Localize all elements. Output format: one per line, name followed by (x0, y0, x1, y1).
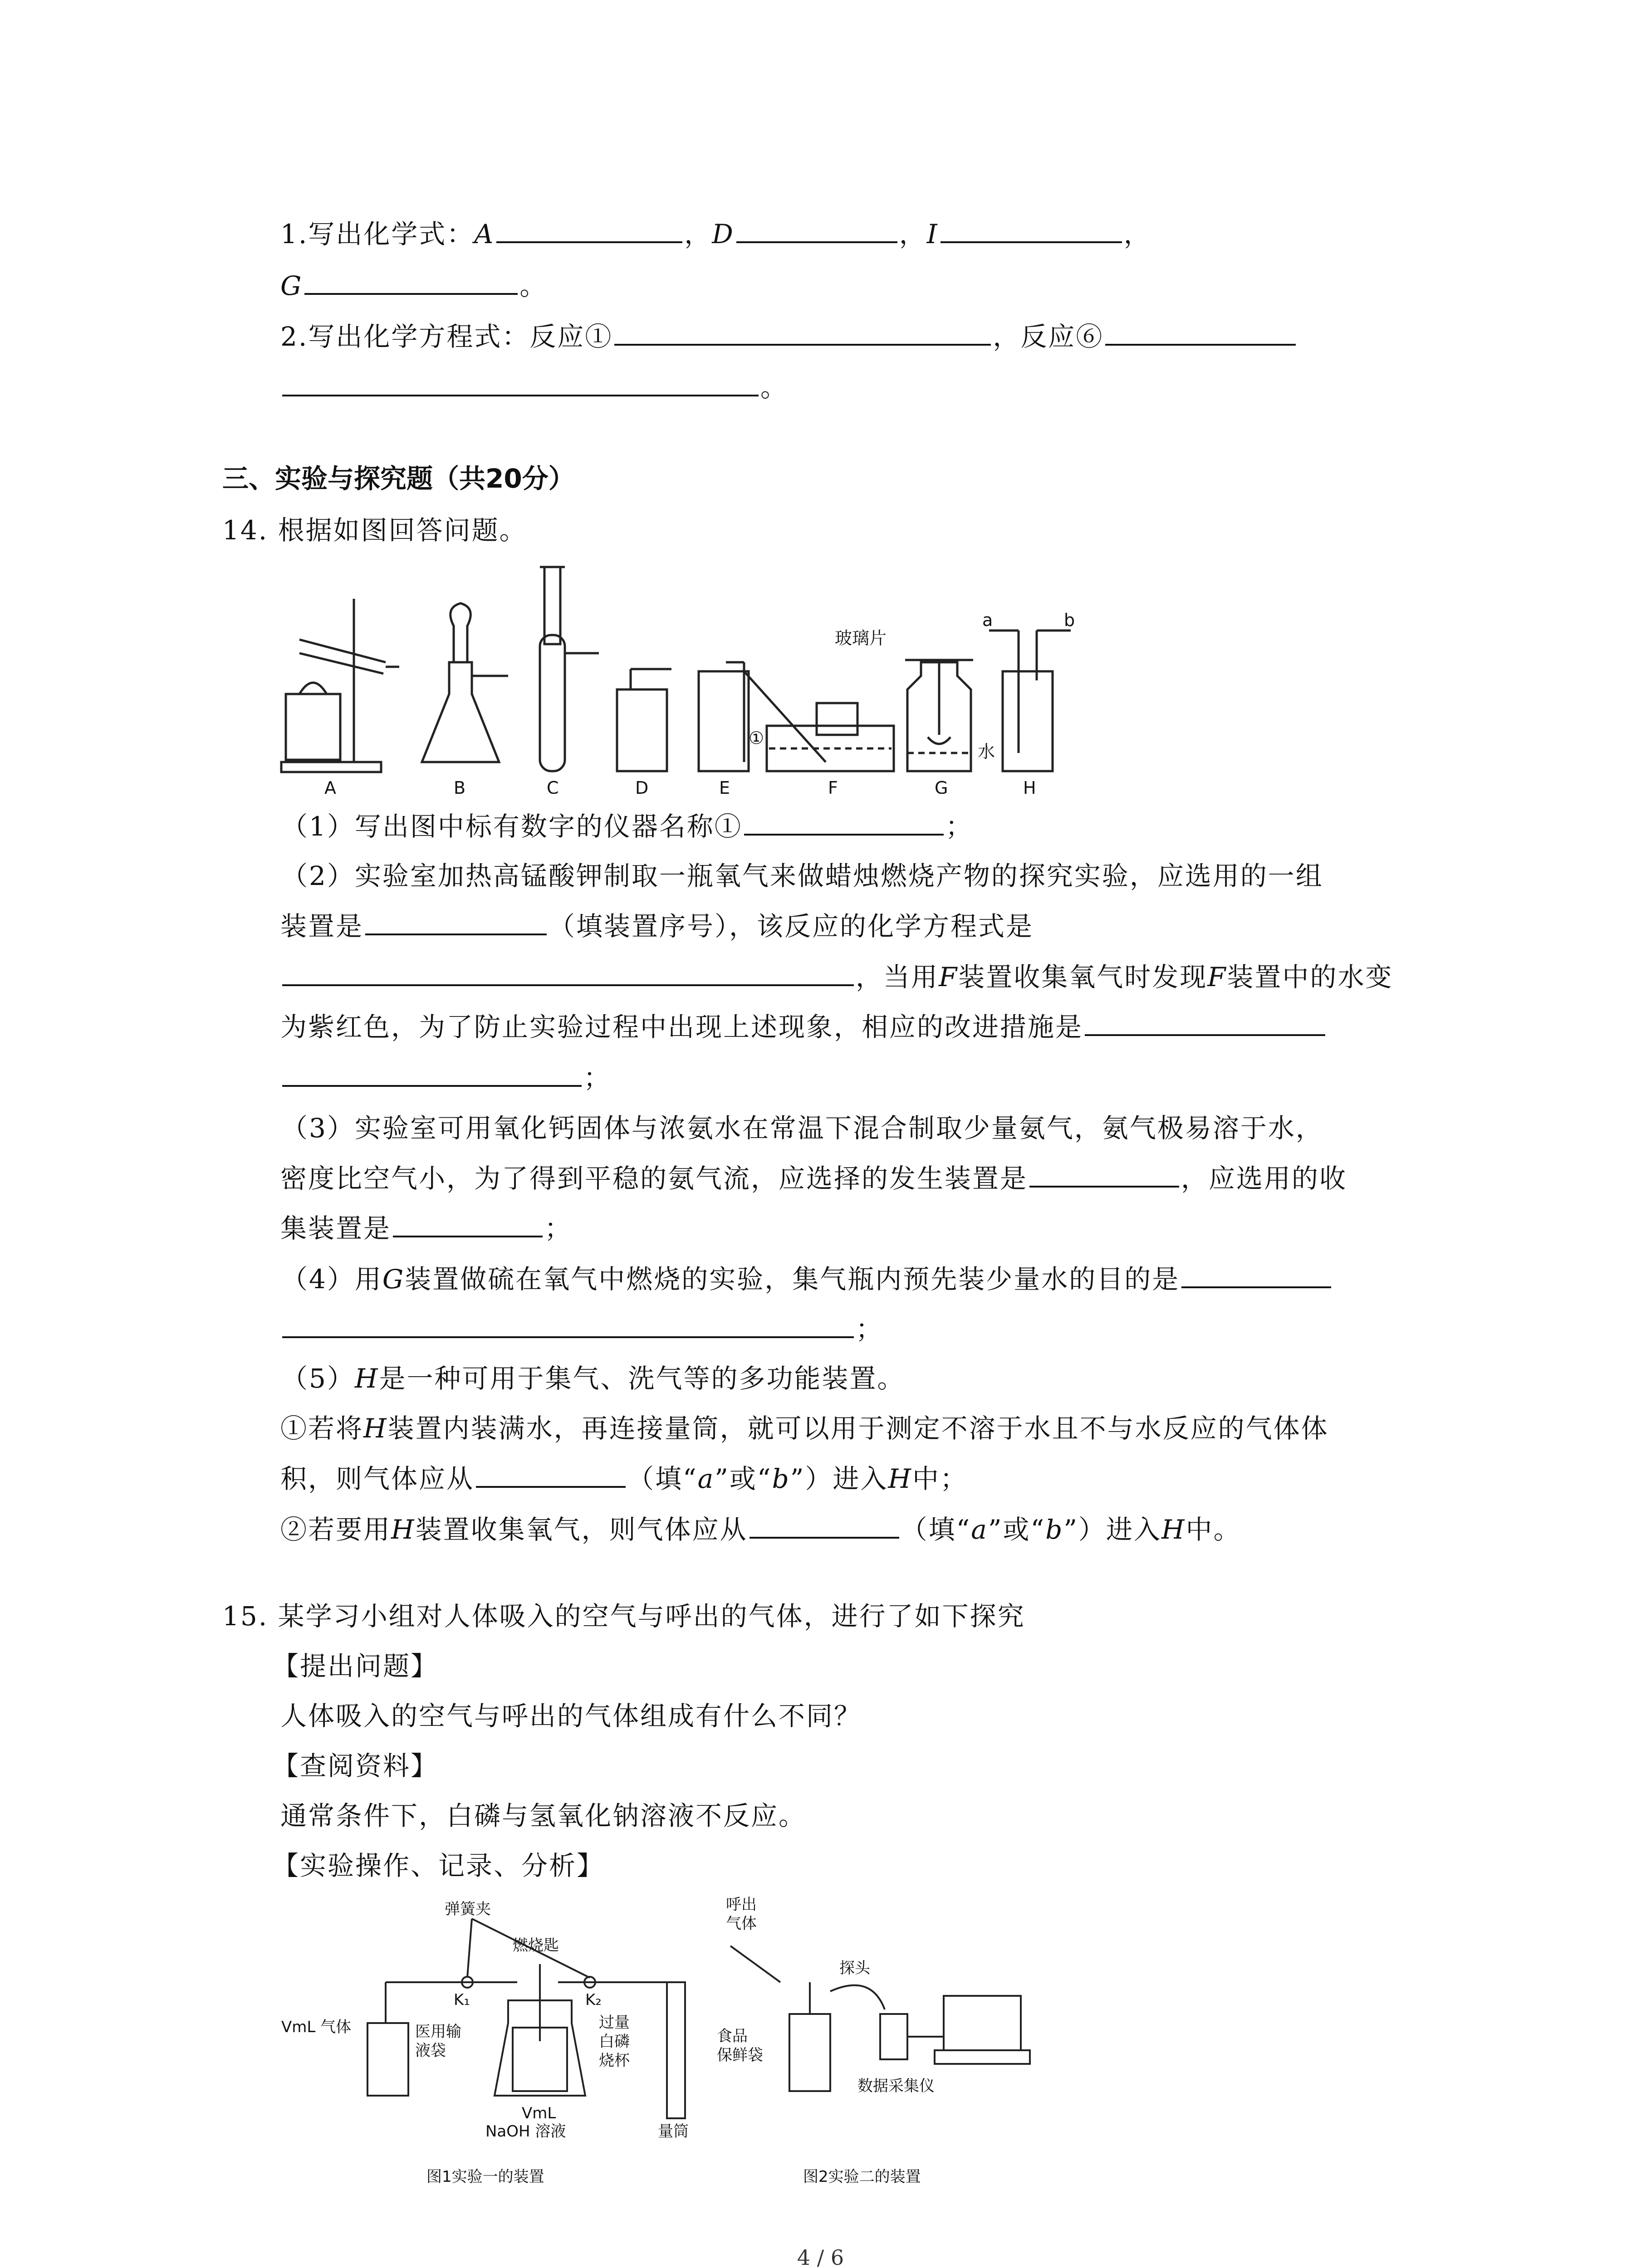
q14-p3b-pre: 密度比空气小，为了得到平稳的氨气流，应选择的发生装置是 (280, 1163, 1028, 1194)
figure-2-caption: 图2实验二的装置 (803, 2168, 921, 2186)
device-f-ref: F (939, 962, 959, 992)
q15-heading-experiment: 【实验操作、记录、分析】 (272, 1850, 605, 1881)
collecting-bottle-f (817, 703, 857, 735)
formula-a-label: A (474, 219, 495, 249)
device-h-ref: H (888, 1463, 912, 1494)
q14-p5b-end: 中； (912, 1463, 968, 1494)
q15-heading-references: 【查阅资料】 (272, 1750, 439, 1781)
lamp-box (286, 694, 340, 760)
data-logger (880, 2014, 907, 2059)
glass-plate-label: 玻璃片 (835, 628, 887, 648)
q14-p5 (281, 1363, 905, 1394)
bottle-h (1003, 671, 1053, 771)
blank-improvement-a[interactable] (1085, 1011, 1325, 1036)
blank-improvement-b[interactable] (282, 1061, 582, 1087)
page-number: 4 / 6 (797, 2245, 844, 2268)
cylinder-label: 量筒 (658, 2122, 689, 2141)
graduated-cylinder (667, 1982, 685, 2118)
q13-line-4 (280, 371, 788, 403)
blank-purpose-a[interactable] (1181, 1263, 1331, 1288)
comma: ， (684, 219, 712, 249)
q15-question-text: 人体吸入的空气与呼出的气体组成有什么不同？ (280, 1701, 862, 1731)
q14-p5c-mid1: （填“ (901, 1514, 971, 1545)
flask-b (422, 662, 499, 762)
label-c: C (547, 778, 559, 794)
q13-line-2 (280, 269, 547, 302)
q13-line-3 (280, 320, 1298, 352)
formula-d-label: D (712, 219, 735, 249)
figure-1-caption: 图1实验一的装置 (426, 2168, 544, 2186)
period: 。 (519, 270, 548, 301)
syringe-c (544, 567, 560, 644)
port-a-ref: a (971, 1514, 988, 1545)
gas-volume-label: VmL 气体 (281, 2018, 352, 2036)
water-label: 水 (978, 742, 995, 762)
q14-p5c (280, 1513, 1241, 1545)
q15-figure-1 (272, 1892, 726, 2200)
device-h-ref: H (391, 1514, 416, 1545)
funnel-b (451, 603, 471, 662)
blank-i[interactable] (941, 218, 1122, 243)
marker-1: ① (749, 728, 764, 748)
q15-stem: 15. 某学习小组对人体吸入的空气与呼出的气体，进行了如下探究 (222, 1601, 1025, 1632)
q14-p3c (280, 1212, 572, 1244)
q14-p2c (280, 961, 1393, 993)
label-e: E (719, 778, 730, 794)
q15-figure-2 (699, 1892, 1062, 2200)
food-bag-label-1: 食品 (717, 2027, 748, 2045)
label-f: F (828, 778, 838, 794)
k2-label: K₂ (585, 1991, 602, 2009)
blank-reaction-6-b[interactable] (282, 371, 759, 396)
port-a-label: a (982, 610, 993, 630)
q14-stem: 14. 根据如图回答问题。 (222, 515, 527, 546)
label-a: A (324, 778, 336, 794)
test-tube-a (299, 640, 386, 662)
q13-prefix: 1.写出化学式： (280, 219, 475, 249)
spoon-label: 燃烧匙 (513, 1936, 559, 1955)
formula-g-label: G (280, 270, 303, 301)
white-phosphorus-label: 白磷 (599, 2033, 630, 2051)
naoh-volume-label: VmL (522, 2104, 556, 2122)
q14-p5a (280, 1413, 1329, 1444)
q14-p5b-mid3: ”）进入 (790, 1463, 888, 1494)
q14-p2c-b: 装置收集氧气时发现 (958, 962, 1208, 992)
label-h: H (1023, 778, 1036, 794)
q14-p5c-mid2: ”或“ (988, 1514, 1046, 1545)
blank-port-1[interactable] (476, 1462, 626, 1488)
semicolon: ； (945, 811, 973, 842)
blank-equation[interactable] (282, 961, 854, 986)
q14-p2b (280, 910, 1034, 942)
q14-p2e (280, 1061, 611, 1094)
q14-p2b-pre: 装置是 (280, 911, 364, 942)
q14-p3a: （3）实验室可用氧化钙固体与浓氨水在常温下混合制取少量氨气，氨气极易溶于水， (281, 1113, 1323, 1144)
comma: ， (899, 219, 927, 249)
label-d: D (635, 778, 649, 794)
blank-g[interactable] (304, 269, 518, 295)
beaker-label: 烧杯 (599, 2052, 630, 2070)
naoh-solution-label: NaOH 溶液 (485, 2122, 566, 2141)
q14-p5b-pre: 积，则气体应从 (280, 1463, 475, 1494)
test-tube-c (540, 635, 565, 771)
q14-p1 (281, 810, 973, 842)
blank-reaction-1[interactable] (614, 320, 991, 346)
breath-label-1: 呼出 (726, 1896, 757, 1914)
q13-eq-mid: ，反应⑥ (993, 321, 1104, 352)
device-h-ref: H (354, 1363, 379, 1394)
semicolon: ； (583, 1062, 612, 1093)
flame (299, 683, 327, 694)
label-g: G (935, 778, 948, 794)
q14-p3b (280, 1162, 1347, 1194)
q14-p2a: （2）实验室加热高锰酸钾制取一瓶氧气来做蜡烛燃烧产物的探究实验，应选用的一组 (281, 860, 1323, 891)
blank-purpose-b[interactable] (282, 1313, 854, 1338)
section-title: 三、实验与探究题（共20分） (222, 463, 575, 494)
iv-bag-label-2: 液袋 (415, 2042, 446, 2060)
comma: ， (1123, 219, 1151, 249)
q14-p5-pre: （5） (281, 1363, 355, 1394)
laptop-base (935, 2050, 1030, 2064)
q14-p4a (281, 1263, 1333, 1295)
q14-p5c-mid0: 装置收集氧气，则气体应从 (415, 1514, 748, 1545)
iv-bag (367, 2023, 408, 2096)
blank-instrument-1[interactable] (744, 810, 944, 836)
q14-p2b-post: （填装置序号），该反应的化学方程式是 (549, 911, 1034, 942)
blank-apparatus-set[interactable] (365, 910, 547, 935)
q14-p5b (280, 1462, 968, 1495)
period: 。 (760, 372, 789, 403)
q14-p5b-mid1: （填“ (627, 1463, 698, 1494)
semicolon: ； (544, 1213, 573, 1244)
iv-bag-label-1: 医用输 (415, 2023, 461, 2041)
experiment-1-illustration (272, 1892, 726, 2200)
spring-clip-label: 弹簧夹 (445, 1900, 491, 1918)
device-h-ref: H (363, 1413, 388, 1444)
q15-heading-question: 【提出问题】 (272, 1651, 439, 1681)
q14-p2d (280, 1011, 1327, 1043)
blank-port-2[interactable] (749, 1513, 899, 1539)
port-b-ref: b (772, 1463, 790, 1494)
q14-p5b-mid2: ”或“ (715, 1463, 772, 1494)
apparatus-illustration (272, 558, 1089, 794)
bottle-e (699, 671, 749, 771)
q13-line-1 (280, 218, 1151, 250)
q14-p5c-end: 中。 (1185, 1514, 1241, 1545)
q14-apparatus-figure (272, 558, 1089, 794)
q14-p4a-post: 装置做硫在氧气中燃烧的实验，集气瓶内预先装少量水的目的是 (405, 1264, 1180, 1295)
q14-p4b (280, 1313, 883, 1345)
device-f-ref: F (1207, 962, 1227, 992)
q14-p5c-mid3: ”）进入 (1063, 1514, 1161, 1545)
excess-label: 过量 (599, 2014, 630, 2032)
port-b-ref: b (1045, 1514, 1064, 1545)
label-b: B (454, 778, 466, 794)
blank-d[interactable] (736, 218, 897, 243)
q14-p2c-c: 装置中的水变 (1227, 962, 1393, 992)
blank-generator[interactable] (1029, 1162, 1179, 1188)
probe-label: 探头 (839, 1959, 870, 1977)
q14-p5-post: 是一种可用于集气、洗气等的多功能装置。 (379, 1363, 905, 1394)
experiment-2-illustration (699, 1892, 1062, 2200)
q14-p4a-pre: （4）用 (281, 1264, 382, 1295)
q14-p5c-pre: ②若要用 (280, 1514, 392, 1545)
q14-p2d-text: 为紫红色，为了防止实验过程中出现上述现象，相应的改进措施是 (280, 1012, 1083, 1042)
formula-i-label: I (926, 219, 939, 249)
port-a-ref: a (697, 1463, 715, 1494)
semicolon: ； (856, 1314, 884, 1344)
breath-label-2: 气体 (726, 1915, 757, 1933)
q14-p5a-post: 装置内装满水，再连接量筒，就可以用于测定不溶于水且不与水反应的气体体 (387, 1413, 1329, 1444)
q14-p3c-pre: 集装置是 (280, 1213, 392, 1244)
blank-a[interactable] (496, 218, 682, 243)
device-h-ref: H (1161, 1514, 1186, 1545)
q14-p5a-pre: ①若将 (280, 1413, 364, 1444)
breath-arrow (730, 1946, 780, 1982)
q13-eq-prefix: 2.写出化学方程式：反应① (280, 321, 613, 352)
probe-cable (830, 1985, 885, 2009)
q15-references-text: 通常条件下，白磷与氢氧化钠溶液不反应。 (280, 1800, 807, 1831)
food-bag (789, 2014, 830, 2091)
q14-p2c-a: ，当用 (856, 962, 939, 992)
blank-reaction-6-a[interactable] (1105, 320, 1296, 346)
device-g-ref: G (382, 1264, 405, 1295)
port-b-label: b (1064, 610, 1075, 630)
data-logger-label: 数据采集仪 (857, 2077, 935, 2095)
blank-collector[interactable] (393, 1212, 543, 1237)
k1-label: K₁ (454, 1991, 470, 2009)
laptop-screen (944, 1996, 1021, 2050)
bottle-d (617, 689, 667, 771)
food-bag-label-2: 保鲜袋 (717, 2046, 763, 2064)
q14-p3b-post: ，应选用的收 (1181, 1163, 1347, 1194)
q14-p1-text: （1）写出图中标有数字的仪器名称① (281, 811, 742, 842)
stand-base (281, 762, 381, 772)
